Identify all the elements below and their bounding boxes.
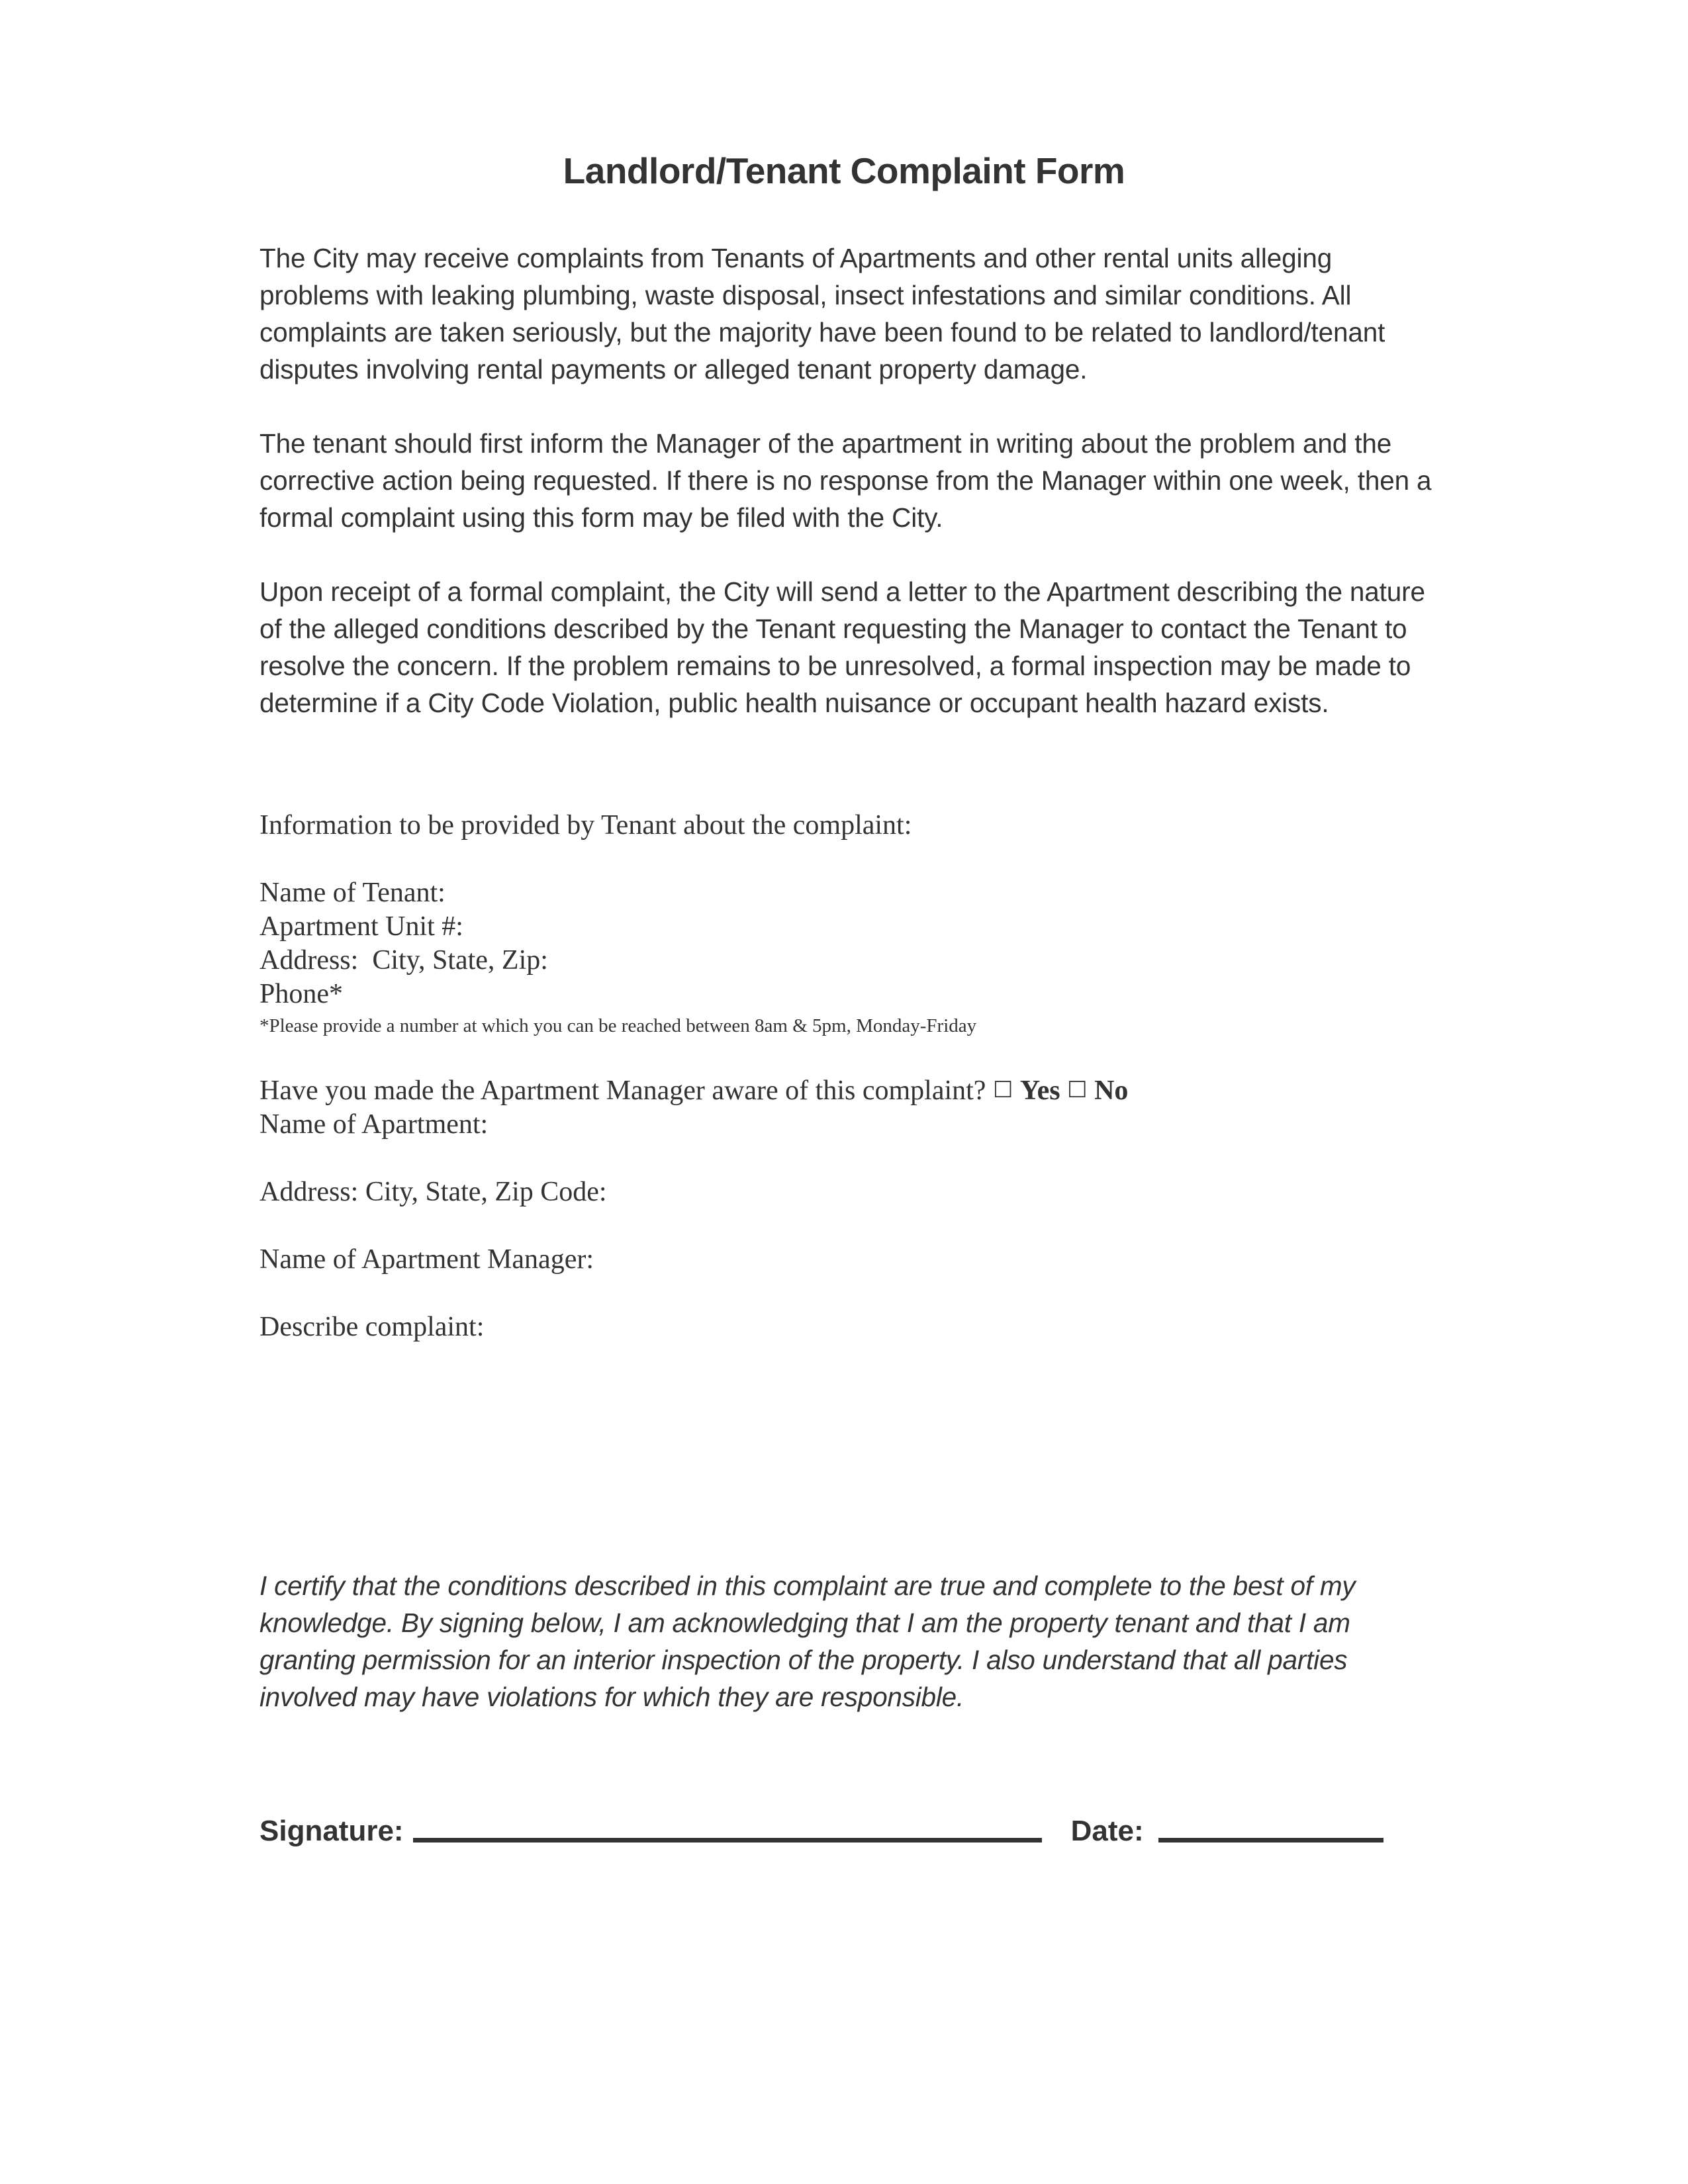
yes-label: Yes — [1019, 1075, 1060, 1106]
apartment-unit-label: Apartment Unit #: — [259, 911, 463, 942]
no-checkbox[interactable]: ☐ — [1067, 1077, 1088, 1103]
certification-statement: I certify that the conditions described in this complaint are true and complete to the best of my knowledge. By signing below, I am acknowledging that I am the property tenant and that I am granting permission for an interior inspection of the property. I also understand that all parties involved may have violations for which they are responsible. — [259, 1570, 1356, 1712]
form-section-heading: Information to be provided by Tenant about the complaint: — [259, 810, 912, 841]
tenant-address-label: Address: City, State, Zip: — [259, 945, 548, 976]
page-title: Landlord/Tenant Complaint Form — [563, 150, 1125, 191]
describe-complaint-label: Describe complaint: — [259, 1312, 485, 1342]
spacer — [259, 1209, 1438, 1243]
phone-footnote: *Please provide a number at which you can be reached between 8am & 5pm, Monday-Friday — [259, 1015, 977, 1036]
tenant-name-label: Name of Tenant: — [259, 878, 445, 908]
manager-aware-question: Have you made the Apartment Manager aware of this complaint? — [259, 1075, 986, 1106]
manager-aware-row — [259, 1074, 1438, 1108]
apartment-name-label: Name of Apartment: — [259, 1109, 489, 1140]
intro-paragraph-1: The City may receive complaints from Tenants of Apartments and other rental units alleging problems with leaking plumbing, waste disposal, insect infestations and similar conditions. All complaints are taken seriously, but the majority have been found to be related to landlord/tenant disputes involving rental payments or alleged tenant property damage. — [259, 243, 1385, 385]
phone-label: Phone* — [259, 979, 343, 1009]
signature-line[interactable] — [413, 1838, 1042, 1843]
date-label: Date: — [1070, 1815, 1144, 1847]
signature-section — [259, 1815, 1444, 1848]
intro-paragraph-2: The tenant should first inform the Manager of the apartment in writing about the problem and the corrective action being requested. If there is no response from the Manager within one week, then a formal complaint using this form may be filed with the City. — [259, 428, 1432, 533]
yes-checkbox[interactable]: ☐ — [992, 1077, 1013, 1103]
date-line[interactable] — [1158, 1838, 1383, 1843]
introduction-section — [259, 240, 1438, 758]
apartment-address-label: Address: City, State, Zip Code: — [259, 1177, 607, 1207]
no-label: No — [1094, 1075, 1129, 1106]
certification-section — [259, 1567, 1444, 1715]
signature-label: Signature: — [259, 1815, 404, 1847]
apartment-manager-label: Name of Apartment Manager: — [259, 1244, 594, 1275]
spacer — [259, 1142, 1438, 1175]
spacer — [259, 842, 1438, 876]
spacer — [259, 1277, 1438, 1310]
tenant-information-section — [259, 809, 1438, 1344]
spacer — [259, 1040, 1438, 1074]
intro-paragraph-3: Upon receipt of a formal complaint, the City will send a letter to the Apartment describing the nature of the alleged conditions described by the Tenant requesting the Manager to contact the Tenant to resolve the concern. If the problem remains to be unresolved, a formal inspection may be made to determine if a City Code Violation, public health nuisance or occupant health hazard exists. — [259, 576, 1425, 718]
